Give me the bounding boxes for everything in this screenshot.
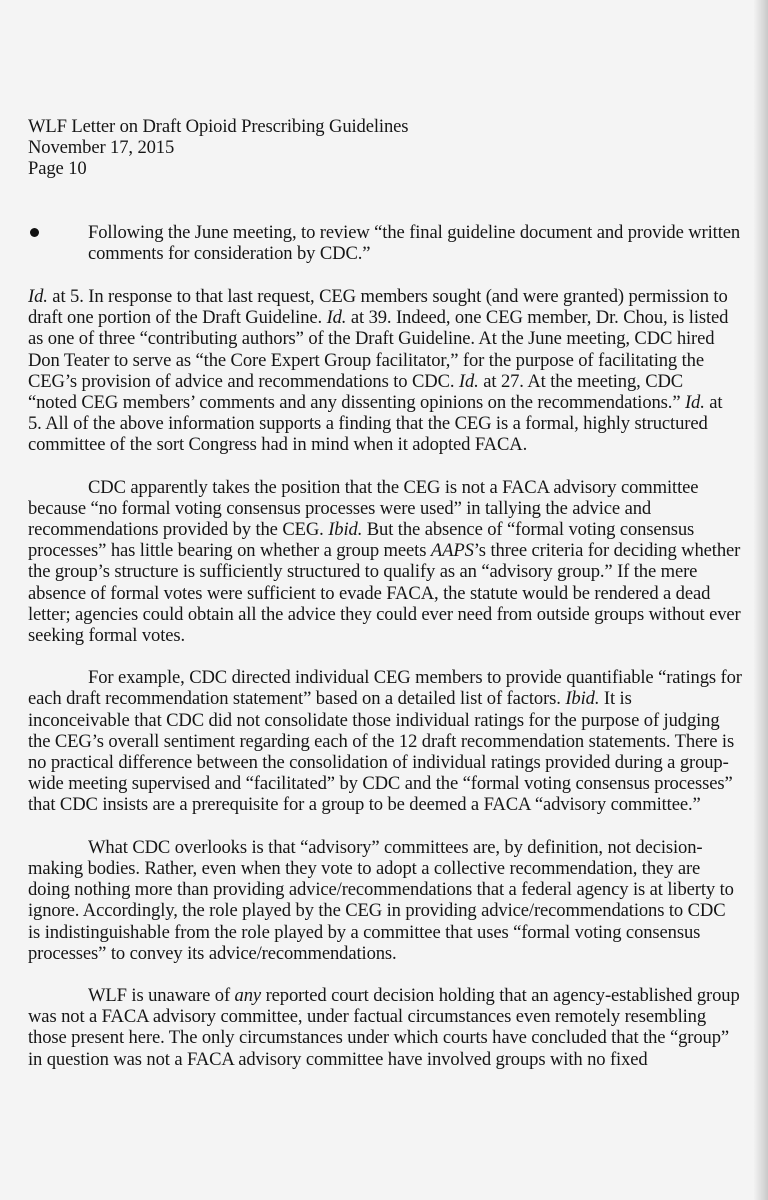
paragraph-line: making bodies. Rather, even when they vote to adopt a collective recommendation, they are: [28, 857, 701, 879]
paragraph-line: seeking formal votes.: [28, 625, 186, 647]
bullet-item: [28, 222, 748, 264]
paragraph-3: [28, 667, 748, 815]
paragraph-line: processes” to convey its advice/recommendations.: [28, 942, 397, 964]
paragraph-line: recommendations provided by the CEG. Ibid. But the absence of “formal voting consensus: [28, 519, 695, 541]
bullet-line: Following the June meeting, to review “the final guideline document and provide written: [88, 221, 741, 243]
bullet-point-icon: [30, 228, 39, 237]
letter-page: [28, 116, 748, 1070]
paragraph-line: because “no formal voting consensus processes were used” in tallying the advice and: [28, 497, 652, 519]
paragraph-line: Don Teater to serve as “the Core Expert Group facilitator,” for the purpose of facilitating the: [28, 349, 704, 371]
paragraph-line: For example, CDC directed individual CEG members to provide quantifiable “ratings for: [88, 667, 742, 689]
paragraph-4: [28, 837, 748, 964]
paragraph-line: 5. All of the above information supports a finding that the CEG is a formal, highly structured: [28, 413, 708, 435]
paragraph-line: wide meeting supervised and “facilitated” by CDC and the “formal voting consensus processes”: [28, 773, 733, 795]
scan-shadow-edge: [754, 0, 768, 1200]
paragraph-line: inconceivable that CDC did not consolidate those individual ratings for the purpose of judging: [28, 709, 720, 731]
paragraph-2: [28, 477, 748, 647]
paragraph-line: as one of three “contributing authors” of the Draft Guideline. At the June meeting, CDC hired: [28, 328, 715, 350]
header-title: WLF Letter on Draft Opioid Prescribing Guidelines: [28, 116, 409, 137]
citation-id: Id.: [28, 286, 48, 308]
citation-id: Id.: [684, 392, 705, 414]
paragraph-line: CEG’s provision of advice and recommendations to CDC. Id. at 27. At the meeting, CDC: [28, 370, 684, 392]
paragraph-line: “noted CEG members’ comments and any dissenting opinions on the recommendations.” Id. at: [28, 392, 723, 414]
paragraph-line: letter; agencies could obtain all the advice they could ever need from outside groups without ever: [28, 603, 741, 625]
paragraph-5: [28, 985, 748, 1070]
paragraph-line: ignore. Accordingly, the role played by the CEG in providing advice/recommendations to CDC: [28, 900, 726, 922]
paragraph-line: absence of formal votes were sufficient to evade FACA, the statute would be rendered a dead: [28, 582, 711, 604]
paragraph-line: each draft recommendation statement” based on a detailed list of factors. Ibid. It is: [28, 688, 632, 710]
paragraph-line: doing nothing more than providing advice/recommendations that a federal agency is at liberty to: [28, 879, 734, 901]
letter-header: [28, 116, 748, 180]
paragraph-line: WLF is unaware of any reported court decision holding that an agency-established group: [88, 984, 740, 1006]
paragraph-line: Id. at 5. In response to that last request, CEG members sought (and were granted) permission to: [28, 286, 728, 308]
paragraph-line: those present here. The only circumstances under which courts have concluded that the “group”: [28, 1027, 730, 1049]
citation-ibid: Ibid.: [565, 688, 600, 710]
paragraph-line: the CEG’s overall sentiment regarding each of the 12 draft recommendation statements. There is: [28, 730, 735, 752]
header-page-number: Page 10: [28, 158, 87, 180]
paragraph-line: the group’s structure is sufficiently structured to qualify as an “advisory group.” If the mere: [28, 561, 698, 583]
paragraph-line: is indistinguishable from the role played by a committee that uses “formal voting consensus: [28, 921, 701, 943]
paragraph-line: committee of the sort Congress had in mind when it adopted FACA.: [28, 434, 528, 456]
paragraph-line: in question was not a FACA advisory committee have involved groups with no fixed: [28, 1048, 648, 1070]
case-name: AAPS: [430, 540, 474, 562]
paragraph-line: that CDC insists are a prerequisite for a group to be deemed a FACA “advisory committee.”: [28, 794, 701, 816]
citation-id: Id.: [458, 370, 479, 392]
emphasis-any: any: [234, 984, 262, 1006]
paragraph-line: CDC apparently takes the position that the CEG is not a FACA advisory committee: [88, 476, 699, 498]
paragraph-line: no practical difference between the consolidation of individual ratings provided during a group-: [28, 752, 729, 774]
bullet-line: comments for consideration by CDC.”: [88, 242, 371, 264]
header-date: November 17, 2015: [28, 137, 175, 159]
paragraph-line: draft one portion of the Draft Guideline. Id. at 39. Indeed, one CEG member, Dr. Chou, is listed: [28, 307, 729, 329]
paragraph-1: [28, 286, 748, 456]
citation-id: Id.: [326, 307, 347, 329]
paragraph-line: processes” has little bearing on whether a group meets AAPS’s three criteria for deciding whether: [28, 540, 741, 562]
paragraph-line: was not a FACA advisory committee, under factual circumstances even remotely resembling: [28, 1006, 707, 1028]
citation-ibid: Ibid.: [328, 519, 363, 541]
paragraph-line: What CDC overlooks is that “advisory” committees are, by definition, not decision-: [88, 836, 703, 858]
